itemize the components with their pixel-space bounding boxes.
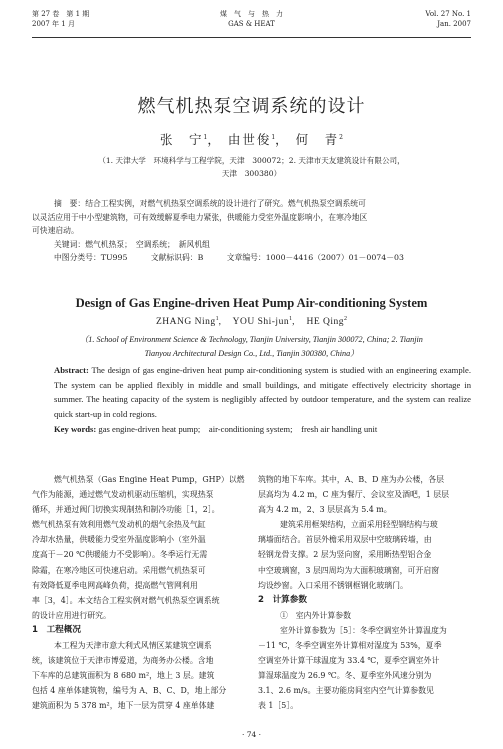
keywords-cn: 关键词：燃气机热泵； 空调系统； 新风机组 (54, 239, 210, 249)
section-heading-1: 1 工程概况 (32, 624, 81, 635)
header-issue: 第 27 卷 第 1 期 2007 年 1 月 (32, 10, 90, 28)
abstract-label-cn: 摘 要： (54, 199, 86, 208)
running-header (32, 10, 471, 34)
keywords-en: Key words: gas engine-driven heat pump; air-conditioning system; fresh air handling unit (54, 423, 378, 434)
abstract-label-en: Abstract: (54, 365, 89, 375)
affiliation-cn: （1. 天津大学 环境科学与工程学院，天津 300072；2. 天津市天友建筑设计有限公司， 天津 300380） (98, 156, 405, 178)
paper-title-cn: 燃气机热泵空调系统的设计 (137, 96, 366, 117)
subsection-heading: ① 室内外计算参数 (280, 610, 352, 620)
authors-cn: 张 宁$^1$， 由世俊$^1$， 何 青$^2$ (160, 132, 343, 147)
header-rule (32, 37, 471, 38)
abstract-cn: 摘 要：结合工程实例，对燃气机热泵空调系统的设计进行了研究。燃气机热泵空调系统可 以灵活应用于中小型建筑物，可有效缓解夏季电力紧张，供暖能力受室外温度影响小，在寒冷地区 可快速启动。 关键词：燃气机热泵； 空调系统； 新风机组 中图分类号：TU995 文献标识码：B 文章编号：1000－4416（2007）01－0074－03 (32, 197, 471, 265)
classification-cn: 中图分类号：TU995 文献标识码：B 文章编号：1000－4416（2007）01－0074－03 (54, 253, 404, 262)
header-volume: Vol. 27 No. 1 Jan. 2007 (425, 10, 471, 28)
body-column-right: 筑物的地下车库。其中，A、B、D 座为办公楼，各层 层高均为 4.2 m，C 座为餐厅、会议室及酒吧，1 层层 高为 4.2 m，2、3 层层高为 5.4 m。 建筑采用框架结构，立面采用轻型钢结构与玻 璃墙面结合。首层外檐采用双层中空玻璃砖墙，由 轻钢龙骨支撑。2 层为竖向窗，采用断热型铝合金 中空玻璃窗，3 层四周均为大面积玻璃窗，可开启窗 均设纱窗。入口采用不锈钢框钢化玻璃门。 2 计算参数 ① 室内外计算参数 室外计算参数为［5］：冬季空调室外计算温度为 －11 ℃，冬季空调室外计算相对湿度为 53%，夏季 空调室外计算干球温度为 33.4 ℃，夏季空调室外计 算湿球温度为 26.9 ℃。冬、夏季室外风速分别为 3.1、2.6 m/s。主要功能房间室内空气计算参数见 表 1［5］。 (258, 472, 472, 714)
page-number: · 74 · (241, 730, 262, 739)
section-heading-2: 2 计算参数 (258, 594, 307, 605)
authors-en: ZHANG Ning$^1$, YOU Shi-jun$^1$, HE Qing$^2$ (155, 316, 347, 328)
header-journal: 煤 气 与 热 力 GAS & HEAT (220, 10, 283, 28)
paper-title-en: Design of Gas Engine-driven Heat Pump Air-conditioning System (75, 296, 428, 310)
body-column-left: 燃气机热泵（Gas Engine Heat Pump，GHP）以燃 气作为能源，通过燃气发动机驱动压缩机，实现热泵 循环，并通过阀门切换实现制热和制冷功能［1，2］。 燃气机热泵有效利用燃气发动机的烟气余热及气缸 冷却水热量，供暖能力受室外温度影响小（室外温 度高于－20 ℃供暖能力不受影响）。冬季运行无需 除霜，在寒冷地区可快速启动。采用燃气机热泵可 有效降低夏季电网高峰负荷，提高燃气管网利用 率［3，4］。本文结合工程实例对燃气机热泵空调系统 的设计应用进行研究。 1 工程概况 本工程为天津市意大利式风情区某建筑空调系 统，该建筑位于天津市博爱道，为商务办公楼。含地 下车库的总建筑面积为 8 680 m²，地上 3 层。建筑 包括 4 座单体建筑物，编号为 A、B、C、D，地上部分 建筑面积为 5 378 m²，地下一层为贯穿 4 座单体建 (32, 475, 245, 711)
abstract-en: Abstract: The design of gas engine-driven heat pump air-conditioning system is studied with an engineering example. The system can be applied flexibly in middle and small buildings, and mitigate effectively electricity shortage in summer. The heating capacity of the system is negligibly affected by outdoor temperature, and the system can realize quick start-up in cold regions. Key words: gas engine-driven heat pump; air-conditioning system; fresh air handling unit (32, 363, 471, 437)
affiliation-en: （1. School of Environment Science & Technology, Tianjin University, Tianjin 300072, China; 2. Tianjin Tianyou Architectural Design Co., Ltd., Tianjin 300380, China） (80, 335, 423, 358)
